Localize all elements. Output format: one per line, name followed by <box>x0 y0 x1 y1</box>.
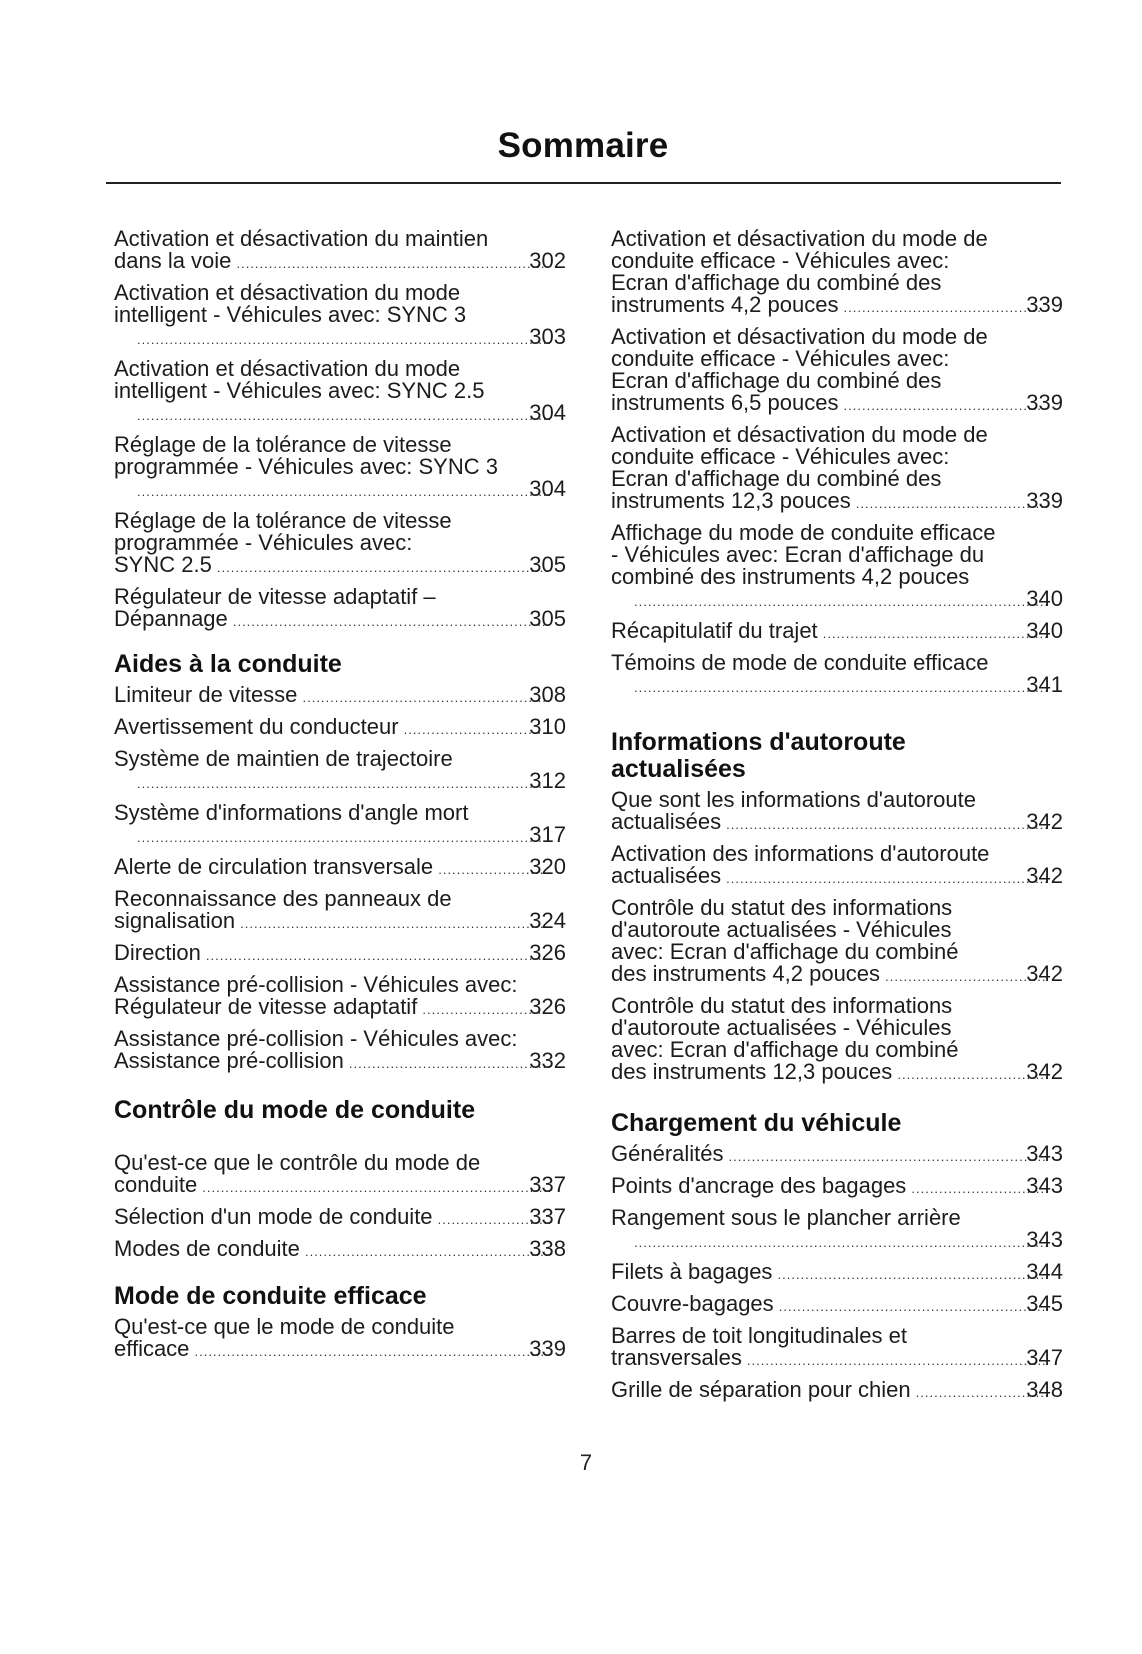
toc-entry[interactable] <box>611 424 1063 515</box>
toc-entry-text: Filets à bagages <box>611 1259 773 1284</box>
dot-leader <box>205 945 550 967</box>
toc-entry-last-line <box>633 1229 1063 1254</box>
toc-entry-text: efficace <box>114 1336 190 1361</box>
toc-entry-last-line <box>611 488 1063 515</box>
toc-entry-text: conduite efficace - Véhicules avec: <box>611 444 950 469</box>
dot-leader <box>884 966 1047 988</box>
toc-entry-text: Activation et désactivation du mode <box>114 280 461 305</box>
toc-entry-last-line <box>114 1204 566 1231</box>
title-divider <box>106 182 1061 184</box>
toc-entry-text: Couvre-bagages <box>611 1291 774 1316</box>
toc-entry-text: conduite efficace - Véhicules avec: <box>611 248 950 273</box>
toc-entry-text: Modes de conduite <box>114 1236 300 1261</box>
page-ref: 324 <box>529 908 566 933</box>
toc-entry-text: Barres de toit longitudinales et <box>611 1323 907 1348</box>
toc-entry-text: Points d'ancrage des bagages <box>611 1173 907 1198</box>
section-heading-line: Informations d'autoroute <box>611 728 906 756</box>
toc-entry-text: des instruments 12,3 pouces <box>611 1059 893 1084</box>
toc-entry-last-line <box>114 552 566 579</box>
toc-entry-text: dans la voie <box>114 248 232 273</box>
toc-entry[interactable] <box>611 620 1063 645</box>
toc-entry[interactable] <box>114 1316 566 1363</box>
page-ref: 342 <box>1026 863 1063 888</box>
toc-entry-last-line <box>611 809 1063 836</box>
toc-entry-text: Activation et désactivation du maintien <box>114 226 489 251</box>
section-heading-line: actualisées <box>611 755 746 783</box>
dot-leader <box>855 493 1048 515</box>
page-ref: 338 <box>529 1236 566 1261</box>
toc-entry-text: programmée - Véhicules avec: <box>114 530 413 555</box>
toc-entry[interactable] <box>611 1261 1063 1286</box>
page-ref: 345 <box>1026 1291 1063 1316</box>
toc-entry-last-line <box>611 1173 1063 1200</box>
page-title: Sommaire <box>497 126 669 165</box>
toc-entry-text: combiné des instruments 4,2 pouces <box>611 564 970 589</box>
page-ref: 340 <box>1026 586 1063 611</box>
toc-entry-text: programmée - Véhicules avec: SYNC 3 <box>114 454 498 479</box>
toc-entry[interactable] <box>114 282 566 351</box>
toc-entry-text: Réglage de la tolérance de vitesse <box>114 508 452 533</box>
page-ref: 343 <box>1026 1141 1063 1166</box>
toc-entry[interactable] <box>611 1293 1063 1318</box>
toc-entry-text: Alerte de circulation transversale <box>114 854 434 879</box>
page-ref: 302 <box>529 248 566 273</box>
toc-entry-last-line <box>114 714 566 741</box>
page-ref: 341 <box>1026 672 1063 697</box>
toc-entry-text: signalisation <box>114 908 236 933</box>
dot-leader <box>633 677 1047 699</box>
toc-entry-text: d'autoroute actualisées - Véhicules <box>611 917 952 942</box>
toc-entry[interactable] <box>114 510 566 579</box>
toc-entry[interactable] <box>611 843 1063 890</box>
toc-entry-last-line <box>611 292 1063 319</box>
dot-leader <box>136 329 550 351</box>
toc-entry-text: Qu'est-ce que le mode de conduite <box>114 1314 455 1339</box>
toc-column-right <box>611 228 1063 1411</box>
toc-entry-text: conduite efficace - Véhicules avec: <box>611 346 950 371</box>
toc-entry-text: Régulateur de vitesse adaptatif – <box>114 584 436 609</box>
dot-leader <box>193 1341 550 1363</box>
page-ref: 310 <box>529 714 566 739</box>
toc-entry-text: conduite <box>114 1172 198 1197</box>
toc-entry-text: actualisées <box>611 863 722 888</box>
toc-entry-text: Rangement sous le plancher arrière <box>611 1205 961 1230</box>
toc-entry[interactable] <box>114 974 566 1021</box>
toc-entry-last-line <box>611 618 1063 645</box>
toc-entry-text: avec: Ecran d'affichage du combiné <box>611 939 959 964</box>
toc-entry-text: instruments 4,2 pouces <box>611 292 839 317</box>
page-ref: 339 <box>529 1336 566 1361</box>
page-ref: 305 <box>529 606 566 631</box>
toc-entry-text: Témoins de mode de conduite efficace <box>611 650 989 675</box>
dot-leader <box>136 405 550 427</box>
toc-entry[interactable] <box>114 358 566 427</box>
page-ref: 340 <box>1026 618 1063 643</box>
toc-entry[interactable] <box>114 942 566 967</box>
section-heading: Chargement du véhicule <box>611 1109 902 1137</box>
page-ref: 303 <box>529 324 566 349</box>
toc-entry-last-line <box>114 940 566 967</box>
section-heading: Mode de conduite efficace <box>114 1282 427 1310</box>
dot-leader <box>235 253 550 275</box>
toc-entry-text: - Véhicules avec: Ecran d'affichage du <box>611 542 985 567</box>
dot-leader <box>136 481 550 503</box>
toc-entry-text: Assistance pré-collision <box>114 1048 344 1073</box>
toc-entry[interactable] <box>114 586 566 633</box>
toc-entry[interactable] <box>611 1175 1063 1200</box>
toc-entry[interactable] <box>114 1206 566 1231</box>
toc-entry-last-line <box>633 588 1063 613</box>
dot-leader <box>304 1241 550 1263</box>
dot-leader <box>216 557 550 579</box>
toc-entry[interactable] <box>114 434 566 503</box>
toc-entry[interactable] <box>611 522 1063 613</box>
toc-entry-last-line <box>114 1048 566 1075</box>
toc-entry-last-line <box>136 824 566 849</box>
toc-entry-text: transversales <box>611 1345 742 1370</box>
page-ref: 308 <box>529 682 566 707</box>
dot-leader <box>842 297 1047 319</box>
toc-entry[interactable] <box>611 1207 1063 1254</box>
toc-column-left <box>114 228 566 1370</box>
page-ref: 342 <box>1026 809 1063 834</box>
toc-entry-text: Régulateur de vitesse adaptatif <box>114 994 418 1019</box>
toc-entry-text: Activation des informations d'autoroute <box>611 841 990 866</box>
dot-leader <box>725 868 1047 890</box>
toc-entry[interactable] <box>114 228 566 275</box>
toc-entry-last-line <box>114 994 566 1021</box>
dot-leader <box>725 814 1047 836</box>
toc-entry[interactable] <box>114 684 566 709</box>
dot-leader <box>633 1232 1047 1254</box>
dot-leader <box>232 611 551 633</box>
toc-entry[interactable] <box>611 1143 1063 1168</box>
toc-entry-text: instruments 6,5 pouces <box>611 390 839 415</box>
toc-entry-last-line <box>611 1291 1063 1318</box>
toc-entry[interactable] <box>114 1152 566 1199</box>
toc-entry-last-line <box>136 770 566 795</box>
toc-entry-text: avec: Ecran d'affichage du combiné <box>611 1037 959 1062</box>
toc-entry[interactable] <box>611 1379 1063 1404</box>
toc-entry-text: Qu'est-ce que le contrôle du mode de <box>114 1150 481 1175</box>
toc-entry-text: Affichage du mode de conduite efficace <box>611 520 996 545</box>
page-ref: 342 <box>1026 1059 1063 1084</box>
toc-entry-last-line <box>136 326 566 351</box>
toc-entry-text: Activation et désactivation du mode de <box>611 324 988 349</box>
page-ref: 339 <box>1026 292 1063 317</box>
section-heading: Aides à la conduite <box>114 650 342 678</box>
page-ref: 337 <box>529 1204 566 1229</box>
dot-leader <box>348 1053 550 1075</box>
toc-entry[interactable] <box>114 748 566 795</box>
toc-entry-last-line <box>114 1336 566 1363</box>
toc-entry-last-line <box>611 1377 1063 1404</box>
toc-entry-text: Sélection d'un mode de conduite <box>114 1204 433 1229</box>
toc-entry-text: Système d'informations d'angle mort <box>114 800 469 825</box>
dot-leader <box>301 687 550 709</box>
page-ref: 304 <box>529 400 566 425</box>
dot-leader <box>746 1350 1047 1372</box>
page-ref: 343 <box>1026 1173 1063 1198</box>
toc-entry-text: Dépannage <box>114 606 228 631</box>
toc-entry-text: Contrôle du statut des informations <box>611 993 953 1018</box>
toc-entry-last-line <box>136 402 566 427</box>
toc-entry-text: SYNC 2.5 <box>114 552 212 577</box>
toc-entry-text: Contrôle du statut des informations <box>611 895 953 920</box>
page-ref: 317 <box>529 822 566 847</box>
toc-entry-last-line <box>611 390 1063 417</box>
toc-entry-last-line <box>114 248 566 275</box>
toc-entry-text: Avertissement du conducteur <box>114 714 399 739</box>
toc-entry-text: actualisées <box>611 809 722 834</box>
toc-entry[interactable] <box>611 789 1063 836</box>
toc-entry-text: Reconnaissance des panneaux de <box>114 886 452 911</box>
toc-entry-text: Assistance pré-collision - Véhicules avec: <box>114 972 518 997</box>
toc-entry[interactable] <box>611 995 1063 1086</box>
page-ref: 312 <box>529 768 566 793</box>
page-ref: 326 <box>529 994 566 1019</box>
page-ref: 320 <box>529 854 566 879</box>
page-ref: 343 <box>1026 1227 1063 1252</box>
toc-entry[interactable] <box>611 1325 1063 1372</box>
toc-entry-text: Ecran d'affichage du combiné des <box>611 368 942 393</box>
toc-entry-last-line <box>114 682 566 709</box>
dot-leader <box>403 719 551 741</box>
page-ref: 348 <box>1026 1377 1063 1402</box>
toc-entry[interactable] <box>114 888 566 935</box>
toc-entry-text: Activation et désactivation du mode de <box>611 422 988 447</box>
dot-leader <box>239 913 550 935</box>
toc-entry-text: Assistance pré-collision - Véhicules avec: <box>114 1026 518 1051</box>
page-ref: 339 <box>1026 390 1063 415</box>
toc-entry-last-line <box>611 1141 1063 1168</box>
toc-entry-last-line <box>114 1172 566 1199</box>
toc-entry[interactable] <box>114 716 566 741</box>
dot-leader <box>776 1264 1047 1286</box>
toc-entry-text: intelligent - Véhicules avec: SYNC 3 <box>114 302 467 327</box>
dot-leader <box>728 1146 1048 1168</box>
toc-entry-last-line <box>633 674 1063 699</box>
toc-entry-text: Grille de séparation pour chien <box>611 1377 911 1402</box>
page-ref: 304 <box>529 476 566 501</box>
page-ref: 305 <box>529 552 566 577</box>
toc-entry-last-line <box>114 908 566 935</box>
section-heading <box>611 729 1063 783</box>
page-ref: 344 <box>1026 1259 1063 1284</box>
page-ref: 326 <box>529 940 566 965</box>
toc-entry[interactable] <box>611 228 1063 319</box>
toc-entry[interactable] <box>114 802 566 849</box>
page-ref: 332 <box>529 1048 566 1073</box>
toc-entry-text: Activation et désactivation du mode de <box>611 226 988 251</box>
page-ref: 347 <box>1026 1345 1063 1370</box>
toc-entry-text: Limiteur de vitesse <box>114 682 298 707</box>
toc-entry[interactable] <box>114 1028 566 1075</box>
toc-entry-text: Direction <box>114 940 201 965</box>
dot-leader <box>201 1177 550 1199</box>
toc-entry-last-line <box>136 478 566 503</box>
page-ref: 339 <box>1026 488 1063 513</box>
toc-entry-last-line <box>611 1345 1063 1372</box>
page-number: 7 <box>579 1450 593 1475</box>
toc-entry-text: des instruments 4,2 pouces <box>611 961 881 986</box>
toc-entry-last-line <box>611 863 1063 890</box>
toc-entry-text: Que sont les informations d'autoroute <box>611 787 976 812</box>
toc-entry-last-line <box>611 961 1063 988</box>
toc-entry[interactable] <box>611 652 1063 699</box>
toc-entry[interactable] <box>114 1238 566 1263</box>
dot-leader <box>842 395 1047 417</box>
page-ref: 342 <box>1026 961 1063 986</box>
toc-entry-text: Récapitulatif du trajet <box>611 618 818 643</box>
toc-entry-last-line <box>114 606 566 633</box>
toc-entry-last-line <box>114 1236 566 1263</box>
toc-entry-text: Système de maintien de trajectoire <box>114 746 453 771</box>
dot-leader <box>136 773 550 795</box>
toc-entry-text: d'autoroute actualisées - Véhicules <box>611 1015 952 1040</box>
toc-entry[interactable] <box>611 326 1063 417</box>
section-heading: Contrôle du mode de conduite <box>114 1096 476 1124</box>
toc-entry-text: intelligent - Véhicules avec: SYNC 2.5 <box>114 378 485 403</box>
toc-entry-last-line <box>114 854 566 881</box>
toc-entry-text: Réglage de la tolérance de vitesse <box>114 432 452 457</box>
dot-leader <box>633 591 1047 613</box>
toc-entry-last-line <box>611 1259 1063 1286</box>
toc-entry[interactable] <box>611 897 1063 988</box>
dot-leader <box>778 1296 1048 1318</box>
dot-leader <box>896 1064 1047 1086</box>
dot-leader <box>136 827 550 849</box>
toc-entry-last-line <box>611 1059 1063 1086</box>
toc-entry-text: Ecran d'affichage du combiné des <box>611 466 942 491</box>
dot-leader <box>822 623 1048 645</box>
toc-entry-text: Ecran d'affichage du combiné des <box>611 270 942 295</box>
toc-entry-text: Généralités <box>611 1141 724 1166</box>
toc-entry[interactable] <box>114 856 566 881</box>
toc-entry-text: instruments 12,3 pouces <box>611 488 851 513</box>
toc-entry-text: Activation et désactivation du mode <box>114 356 461 381</box>
page-ref: 337 <box>529 1172 566 1197</box>
